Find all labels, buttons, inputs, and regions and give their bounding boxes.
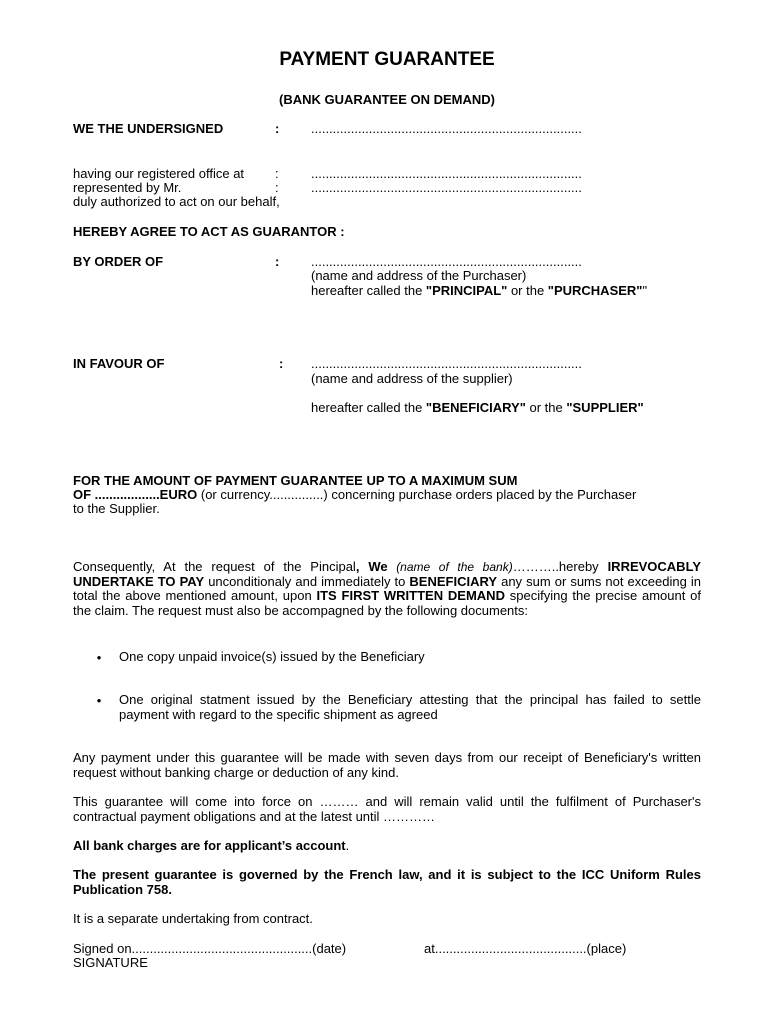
undersigned-blank: ........................................................................... bbox=[311, 121, 582, 136]
signed-place-line: at..........................................(place) bbox=[424, 941, 627, 956]
favour-note: (name and address of the supplier) bbox=[311, 371, 513, 386]
office-label: having our registered office at bbox=[73, 166, 245, 181]
represented-label: represented by Mr. bbox=[73, 180, 182, 195]
amount-line-end: to the Supplier. bbox=[73, 501, 160, 516]
governing-law-paragraph: The present guarantee is governed by the French law, and it is subject to the ICC Uniform Rules Publication 758. bbox=[73, 867, 701, 897]
page-title: PAYMENT GUARANTEE bbox=[279, 49, 495, 70]
bullet-marker: • bbox=[96, 650, 102, 665]
by-order-label: BY ORDER OF bbox=[73, 254, 164, 269]
signed-date-line: Signed on..................................................(date) bbox=[73, 941, 347, 956]
favour-label: IN FAVOUR OF bbox=[73, 356, 165, 371]
by-order-called: hereafter called the "PRINCIPAL" or the "PURCHASER"" bbox=[311, 283, 648, 298]
guarantor-heading: HEREBY AGREE TO ACT AS GUARANTOR : bbox=[73, 224, 345, 239]
signature-label: SIGNATURE bbox=[73, 955, 148, 970]
amount-heading: FOR THE AMOUNT OF PAYMENT GUARANTEE UP TO A MAXIMUM SUM bbox=[73, 473, 518, 488]
office-colon: : bbox=[275, 166, 279, 181]
undertaking-paragraph: Consequently, At the request of the Pincipal, We (name of the bank)………..hereby IRREVOCABLY UNDERTAKE TO PAY unconditionaly and immediately to BENEFICIARY any sum or sums not exceeding in total the above mentioned amount, upon ITS FIRST WRITTEN DEMAND specifying the precise amount of the claim. The request must also be accompagned by the following documents: bbox=[73, 559, 701, 618]
separate-undertaking-line: It is a separate undertaking from contract. bbox=[73, 911, 313, 926]
payment-paragraph: Any payment under this guarantee will be made with seven days from our receipt of Beneficiary's written request without banking charge or deduction of any kind. bbox=[73, 750, 701, 780]
favour-colon: : bbox=[279, 356, 284, 371]
bullet-item: One copy unpaid invoice(s) issued by the Beneficiary bbox=[119, 649, 425, 664]
undersigned-label: WE THE UNDERSIGNED bbox=[73, 121, 224, 136]
represented-blank: ........................................................................... bbox=[311, 180, 582, 195]
undersigned-colon: : bbox=[275, 121, 280, 136]
favour-called: hereafter called the "BENEFICIARY" or the "SUPPLIER" bbox=[311, 400, 644, 415]
by-order-blank: ........................................................................... bbox=[311, 254, 582, 269]
bullet-marker: • bbox=[96, 693, 102, 708]
authorized-line: duly authorized to act on our behalf, bbox=[73, 194, 280, 209]
document-page bbox=[73, 0, 701, 1024]
amount-line: OF ..................EURO (or currency...............) concerning purchase orders placed by the Purchaser bbox=[73, 487, 637, 502]
represented-colon: : bbox=[275, 180, 279, 195]
office-blank: ........................................................................... bbox=[311, 166, 582, 181]
page-subtitle: (BANK GUARANTEE ON DEMAND) bbox=[279, 92, 495, 107]
by-order-note: (name and address of the Purchaser) bbox=[311, 268, 527, 283]
by-order-colon: : bbox=[275, 254, 280, 269]
charges-line: All bank charges are for applicant’s account. bbox=[73, 838, 350, 853]
validity-paragraph: This guarantee will come into force on ……… and will remain valid until the fulfilment of Purchaser's contractual payment obligations and at the latest until ………… bbox=[73, 794, 701, 824]
favour-blank: ........................................................................... bbox=[311, 356, 582, 371]
bullet-item: One original statment issued by the Beneficiary attesting that the principal has failed to settle payment with regard to the specific shipment as agreed bbox=[119, 692, 701, 722]
